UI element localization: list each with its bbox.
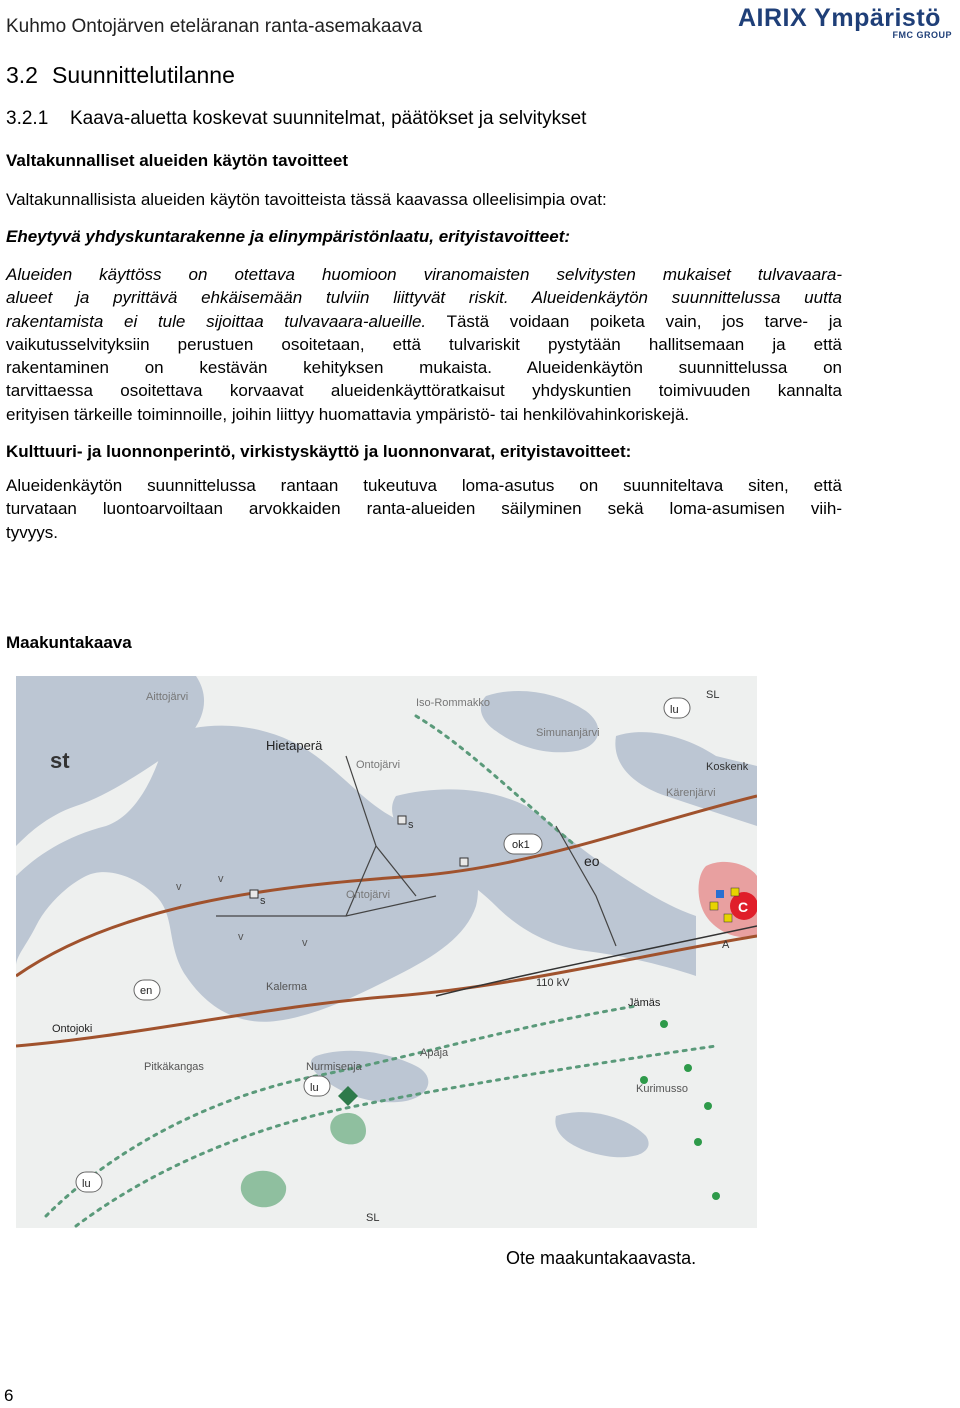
- map-label: en: [140, 985, 153, 997]
- map-label: s: [408, 819, 414, 831]
- vat-heading: Valtakunnalliset alueiden käytön tavoitteet: [6, 151, 348, 170]
- logo-text: AIRIX Ympäristö: [738, 4, 941, 32]
- map-label: Jämäs: [628, 997, 661, 1009]
- topic1-body-line: vaikutusselvityksiin perustuen osoitetaan, että tulvariskit pystytään hallitsemaan ja että: [6, 334, 842, 354]
- map-label: Kalermа: [266, 981, 307, 993]
- topic2-line: turvataan luontoarvoiltaan arvokkaiden ranta-alueiden säilyminen sekä loma-asumisen viih-: [6, 499, 842, 519]
- map-label: s: [260, 895, 266, 907]
- map-label: Kurimusso: [636, 1083, 688, 1095]
- map-label: lu: [670, 704, 679, 716]
- page-number: 6: [4, 1386, 14, 1405]
- map-label: Hietaperä: [266, 738, 323, 753]
- map-label: Ontojoki: [52, 1023, 93, 1035]
- company-logo: [738, 4, 954, 40]
- map-label: SL: [366, 1212, 380, 1224]
- topic1-title: Eheytyvä yhdyskuntarakenne ja elinympäristönlaatu, erityistavoitteet:: [6, 227, 571, 246]
- map-label: v: [176, 881, 182, 893]
- topic1-body-line: Tästä voidaan poiketa vain, jos tarve- ja: [426, 311, 842, 331]
- topic1-body-line: erityisen tärkeille toiminnoille, joihin liittyy huomattavia ympäristö- tai henkilövahinkoriskejä.: [6, 404, 690, 424]
- map-label: Ontojärvi: [346, 889, 391, 901]
- map-label: Simunanjärvi: [536, 727, 600, 739]
- map-label: Koskenk: [706, 761, 749, 773]
- topic2-line: tyvyys.: [6, 522, 58, 542]
- map-label: SL: [706, 689, 720, 701]
- topic1-mixed-line: [6, 310, 842, 333]
- logo-subtext: FMC GROUP: [892, 30, 952, 40]
- map-label: Aittojärvi: [146, 691, 189, 703]
- section-number: 3.2: [6, 62, 38, 88]
- map-caption: Ote maakuntakaavasta.: [506, 1248, 697, 1268]
- map-label: v: [218, 873, 224, 885]
- map-label: Apaja: [420, 1047, 449, 1059]
- topic1-body-line: tarvittaessa osoitettava korvaavat alueidenkäyttöratkaisut yhdyskuntien toimivuuden kannalta: [6, 381, 842, 401]
- topic2-paragraph: [6, 474, 842, 544]
- topic1-italic-line: Alueiden käyttöss on otettava huomioon viranomaisten selvitysten mukaiset tulvavaara-: [6, 265, 842, 284]
- map-label: lu: [82, 1178, 91, 1190]
- map-label: 110 kV: [536, 977, 570, 989]
- map-label: st: [50, 748, 70, 773]
- topic1-italic-line: alueet ja pyrittävä ehkäisemään tulviin liittyvät riskit. Alueidenkäytön suunnittelussa uutta: [6, 288, 842, 308]
- map-label: Kärenjärvi: [666, 787, 716, 799]
- topic1-italic-line: rakentamista ei tule sijoittaa tulvavaara-alueille.: [6, 311, 427, 331]
- map-label: Nurmisenja: [306, 1061, 362, 1073]
- map-label: lu: [310, 1082, 319, 1094]
- maakuntakaava-heading: Maakuntakaava: [6, 633, 132, 652]
- subsection-title: Kaava-aluetta koskevat suunnitelmat, päätökset ja selvitykset: [70, 108, 587, 129]
- topic1-body-line: rakentaminen on kestävän kehityksen mukaista. Alueidenkäytön suunnittelussa on: [6, 358, 842, 378]
- topic1-paragraph: [6, 263, 842, 426]
- map-label: C: [738, 899, 749, 915]
- regional-plan-map: [16, 676, 757, 1228]
- map-label: Pitkäkangas: [144, 1061, 204, 1073]
- subsection-number: 3.2.1: [6, 108, 49, 129]
- map-label: v: [238, 931, 244, 943]
- document-header-title: Kuhmo Ontojärven eteläranan ranta-asemakaava: [6, 16, 423, 37]
- topic2-title: Kulttuuri- ja luonnonperintö, virkistyskäyttö ja luonnonvarat, erityistavoitteet:: [6, 442, 632, 461]
- map-label: v: [302, 937, 308, 949]
- section-title: Suunnittelutilanne: [52, 62, 235, 88]
- map-label: eo: [584, 853, 600, 869]
- section-heading: [6, 62, 235, 89]
- map-label: Iso-Rommakko: [416, 697, 490, 709]
- intro-paragraph: Valtakunnallisista alueiden käytön tavoitteista tässä kaavassa olleelisimpia ovat:: [6, 190, 607, 209]
- map-label: Ontojärvi: [356, 759, 401, 771]
- subsection-heading: [6, 108, 586, 130]
- map-label: ok1: [512, 839, 530, 851]
- map-label: A: [722, 939, 730, 951]
- topic2-line: Alueidenkäytön suunnittelussa rantaan tukeutuva loma-asutus on suunniteltava siten, että: [6, 476, 842, 495]
